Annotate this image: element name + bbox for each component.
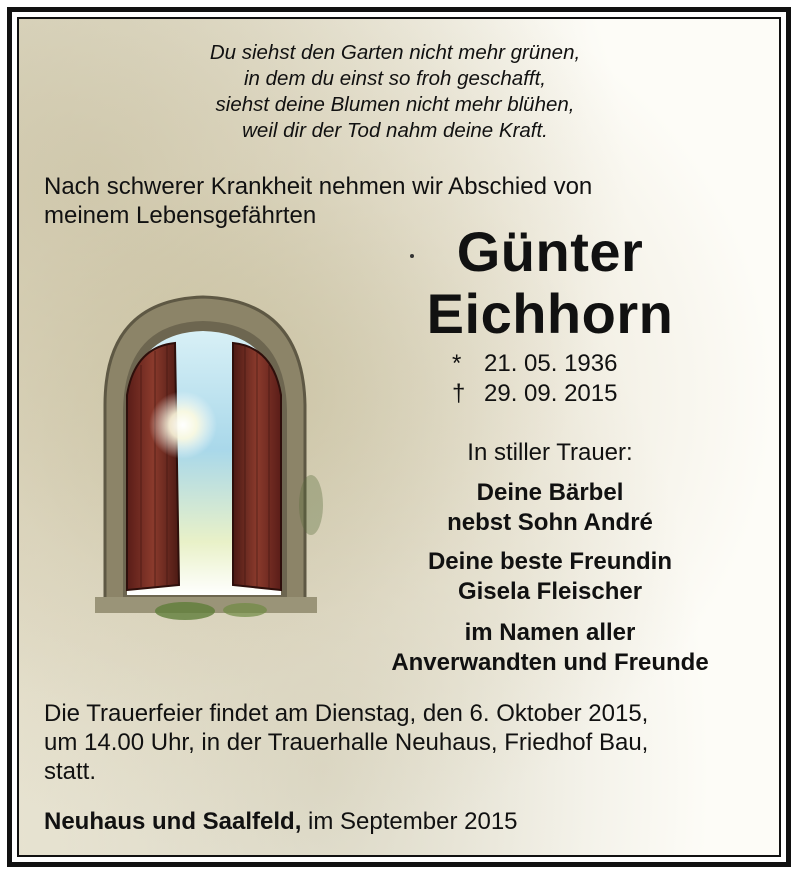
deceased-last-name: Eichhorn xyxy=(426,282,674,345)
mourning-heading: In stiller Trauer: xyxy=(467,439,633,466)
deceased-first-name: Günter xyxy=(456,220,644,283)
left-door xyxy=(127,343,179,590)
birth-star-icon: * xyxy=(452,350,462,377)
poem-line: Du siehst den Garten nicht mehr grünen, xyxy=(209,41,581,64)
closing-line xyxy=(44,808,518,836)
mourner-group xyxy=(350,547,750,607)
birth-date: 21. 05. 1936 xyxy=(484,350,618,377)
funeral-line: um 14.00 Uhr, in der Trauerhalle Neuhaus, Friedhof Bau, xyxy=(44,729,649,756)
sun-glow xyxy=(149,391,217,459)
mourner-group xyxy=(350,478,750,538)
mourner-line: Deine Bärbel xyxy=(476,479,624,506)
poem-line: weil dir der Tod nahm deine Kraft. xyxy=(242,119,548,142)
funeral-line: statt. xyxy=(44,758,97,785)
death-date: 29. 09. 2015 xyxy=(484,380,618,407)
mourner-line: Gisela Fleischer xyxy=(457,578,643,605)
funeral-line: Die Trauerfeier findet am Dienstag, den 6. Oktober 2015, xyxy=(44,700,649,727)
closing-place: Neuhaus und Saalfeld, xyxy=(44,808,302,835)
poem xyxy=(0,40,800,144)
poem-line: in dem du einst so froh geschafft, xyxy=(244,67,546,90)
mourner-group xyxy=(350,618,750,678)
funeral-info xyxy=(44,699,774,786)
mourner-line: im Namen aller xyxy=(464,619,636,646)
intro-line: Nach schwerer Krankheit nehmen wir Abschied von xyxy=(44,173,593,200)
death-row xyxy=(452,379,617,409)
mourner-line: Deine beste Freundin xyxy=(427,548,673,575)
death-cross-icon: † xyxy=(452,380,466,407)
intro-line: meinem Lebensgefährten xyxy=(44,202,317,229)
doorway-illustration xyxy=(75,285,340,630)
mourner-line: Anverwandten und Freunde xyxy=(391,649,709,676)
closing-date: im September 2015 xyxy=(301,808,518,835)
birth-row xyxy=(452,349,617,379)
life-dates xyxy=(452,349,617,409)
mourner-line: nebst Sohn André xyxy=(447,509,653,536)
poem-line: siehst deine Blumen nicht mehr blühen, xyxy=(215,93,575,116)
